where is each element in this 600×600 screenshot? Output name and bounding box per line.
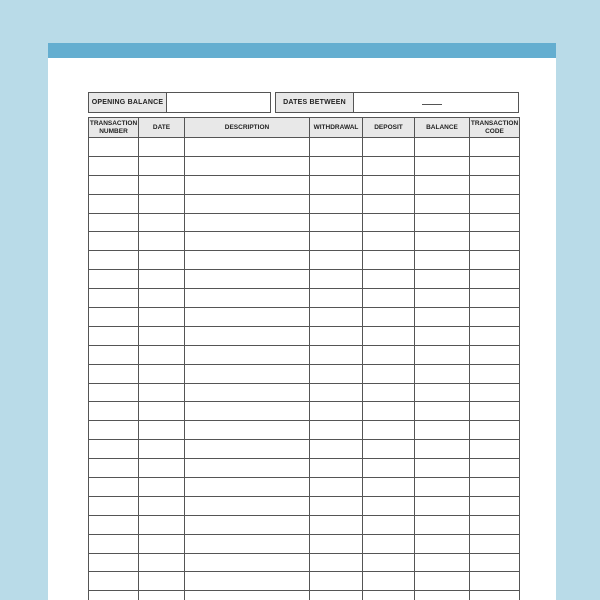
table-row: [89, 591, 520, 600]
table-cell[interactable]: [185, 402, 310, 421]
table-cell[interactable]: [363, 402, 415, 421]
table-cell[interactable]: [310, 345, 363, 364]
dates-between-field[interactable]: [354, 93, 518, 112]
table-cell[interactable]: [185, 138, 310, 157]
table-cell[interactable]: [185, 156, 310, 175]
table-cell[interactable]: [363, 440, 415, 459]
table-cell[interactable]: [310, 534, 363, 553]
table-cell[interactable]: [310, 308, 363, 327]
table-cell[interactable]: [139, 345, 185, 364]
table-cell[interactable]: [139, 270, 185, 289]
table-cell[interactable]: [185, 364, 310, 383]
table-cell[interactable]: [139, 289, 185, 308]
table-row: [89, 440, 520, 459]
table-cell[interactable]: [470, 421, 520, 440]
table-cell[interactable]: [470, 289, 520, 308]
table-cell[interactable]: [470, 402, 520, 421]
table-cell[interactable]: [310, 459, 363, 478]
column-header-transaction-code: TRANSACTION CODE: [470, 118, 520, 138]
table-cell[interactable]: [415, 194, 470, 213]
column-header-date: DATE: [139, 118, 185, 138]
table-cell[interactable]: [310, 175, 363, 194]
table-cell[interactable]: [185, 478, 310, 497]
table-cell[interactable]: [415, 175, 470, 194]
table-row: [89, 364, 520, 383]
table-cell[interactable]: [363, 553, 415, 572]
table-cell[interactable]: [470, 515, 520, 534]
table-cell[interactable]: [363, 534, 415, 553]
table-cell[interactable]: [470, 138, 520, 157]
table-cell[interactable]: [139, 496, 185, 515]
table-cell[interactable]: [185, 345, 310, 364]
opening-balance-field[interactable]: [167, 93, 270, 112]
table-cell[interactable]: [139, 440, 185, 459]
table-cell[interactable]: [139, 572, 185, 591]
table-cell[interactable]: [139, 308, 185, 327]
table-cell[interactable]: [185, 270, 310, 289]
table-cell[interactable]: [139, 326, 185, 345]
table-cell[interactable]: [139, 459, 185, 478]
table-cell[interactable]: [310, 440, 363, 459]
table-cell[interactable]: [89, 138, 139, 157]
table-cell[interactable]: [470, 591, 520, 600]
table-cell[interactable]: [470, 572, 520, 591]
table-cell[interactable]: [185, 383, 310, 402]
table-cell[interactable]: [310, 270, 363, 289]
table-row: [89, 402, 520, 421]
table-cell[interactable]: [139, 251, 185, 270]
table-cell[interactable]: [470, 459, 520, 478]
page-accent-bar: [48, 43, 556, 58]
table-row: [89, 289, 520, 308]
table-cell[interactable]: [470, 156, 520, 175]
table-row: [89, 326, 520, 345]
table-cell[interactable]: [415, 289, 470, 308]
table-cell[interactable]: [89, 270, 139, 289]
column-header-withdrawal: WITHDRAWAL: [310, 118, 363, 138]
table-cell[interactable]: [89, 440, 139, 459]
table-cell[interactable]: [185, 459, 310, 478]
register-page: [48, 43, 556, 600]
table-cell[interactable]: [415, 251, 470, 270]
table-cell[interactable]: [89, 496, 139, 515]
table-cell[interactable]: [470, 496, 520, 515]
table-cell[interactable]: [139, 553, 185, 572]
table-cell[interactable]: [415, 534, 470, 553]
table-cell[interactable]: [415, 515, 470, 534]
table-cell[interactable]: [185, 175, 310, 194]
table-cell[interactable]: [363, 364, 415, 383]
table-cell[interactable]: [310, 572, 363, 591]
table-cell[interactable]: [310, 213, 363, 232]
table-cell[interactable]: [139, 194, 185, 213]
table-cell[interactable]: [415, 156, 470, 175]
table-cell[interactable]: [415, 496, 470, 515]
table-cell[interactable]: [415, 440, 470, 459]
table-cell[interactable]: [363, 138, 415, 157]
table-row: [89, 496, 520, 515]
table-cell[interactable]: [139, 534, 185, 553]
table-header-row: [89, 118, 520, 138]
table-cell[interactable]: [415, 572, 470, 591]
table-cell[interactable]: [363, 213, 415, 232]
table-cell[interactable]: [139, 232, 185, 251]
table-cell[interactable]: [310, 156, 363, 175]
table-cell[interactable]: [363, 459, 415, 478]
table-row: [89, 572, 520, 591]
table-cell[interactable]: [363, 156, 415, 175]
table-cell[interactable]: [415, 345, 470, 364]
table-cell[interactable]: [470, 270, 520, 289]
table-cell[interactable]: [310, 421, 363, 440]
column-header-transaction-number: TRANSACTION NUMBER: [89, 118, 139, 138]
table-cell[interactable]: [470, 383, 520, 402]
table-cell[interactable]: [89, 156, 139, 175]
table-cell[interactable]: [89, 232, 139, 251]
table-row: [89, 421, 520, 440]
table-cell[interactable]: [415, 270, 470, 289]
table-cell[interactable]: [89, 591, 139, 600]
table-cell[interactable]: [89, 402, 139, 421]
opening-balance-label: OPENING BALANCE: [89, 93, 167, 112]
table-cell[interactable]: [363, 421, 415, 440]
table-cell[interactable]: [310, 364, 363, 383]
table-cell[interactable]: [470, 534, 520, 553]
dates-between-box: [275, 92, 519, 113]
table-cell[interactable]: [139, 402, 185, 421]
table-cell[interactable]: [363, 194, 415, 213]
table-cell[interactable]: [470, 213, 520, 232]
table-cell[interactable]: [139, 213, 185, 232]
table-cell[interactable]: [185, 515, 310, 534]
table-cell[interactable]: [363, 591, 415, 600]
table-cell[interactable]: [310, 553, 363, 572]
table-row: [89, 232, 520, 251]
table-cell[interactable]: [89, 175, 139, 194]
table-cell[interactable]: [310, 515, 363, 534]
table-cell[interactable]: [470, 308, 520, 327]
table-cell[interactable]: [415, 232, 470, 251]
table-cell[interactable]: [415, 138, 470, 157]
table-cell[interactable]: [310, 383, 363, 402]
table-cell[interactable]: [363, 175, 415, 194]
table-cell[interactable]: [310, 251, 363, 270]
table-cell[interactable]: [185, 289, 310, 308]
table-cell[interactable]: [89, 194, 139, 213]
table-row: [89, 553, 520, 572]
table-row: [89, 175, 520, 194]
table-cell[interactable]: [415, 383, 470, 402]
table-cell[interactable]: [363, 326, 415, 345]
table-cell[interactable]: [470, 553, 520, 572]
table-cell[interactable]: [185, 572, 310, 591]
table-cell[interactable]: [139, 156, 185, 175]
table-cell[interactable]: [139, 515, 185, 534]
table-cell[interactable]: [470, 326, 520, 345]
table-cell[interactable]: [415, 553, 470, 572]
table-cell[interactable]: [139, 591, 185, 600]
table-cell[interactable]: [310, 232, 363, 251]
table-row: [89, 478, 520, 497]
opening-balance-box: [88, 92, 271, 113]
table-cell[interactable]: [415, 213, 470, 232]
table-cell[interactable]: [89, 308, 139, 327]
table-cell[interactable]: [185, 308, 310, 327]
table-cell[interactable]: [185, 213, 310, 232]
table-cell[interactable]: [185, 534, 310, 553]
table-cell[interactable]: [89, 572, 139, 591]
table-cell[interactable]: [363, 289, 415, 308]
table-row: [89, 459, 520, 478]
dates-between-label: DATES BETWEEN: [276, 93, 354, 112]
table-cell[interactable]: [89, 289, 139, 308]
table-cell[interactable]: [89, 459, 139, 478]
table-cell[interactable]: [89, 213, 139, 232]
table-cell[interactable]: [415, 364, 470, 383]
column-header-balance: BALANCE: [415, 118, 470, 138]
table-row: [89, 138, 520, 157]
table-cell[interactable]: [139, 175, 185, 194]
table-cell[interactable]: [415, 326, 470, 345]
table-cell[interactable]: [310, 591, 363, 600]
column-header-description: DESCRIPTION: [185, 118, 310, 138]
table-cell[interactable]: [363, 270, 415, 289]
table-cell[interactable]: [89, 345, 139, 364]
table-row: [89, 270, 520, 289]
table-row: [89, 213, 520, 232]
table-cell[interactable]: [185, 251, 310, 270]
table-cell[interactable]: [139, 421, 185, 440]
table-cell[interactable]: [470, 251, 520, 270]
table-cell[interactable]: [139, 138, 185, 157]
table-cell[interactable]: [89, 383, 139, 402]
table-cell[interactable]: [470, 345, 520, 364]
table-cell[interactable]: [363, 478, 415, 497]
table-cell[interactable]: [470, 478, 520, 497]
table-cell[interactable]: [185, 553, 310, 572]
table-cell[interactable]: [470, 175, 520, 194]
column-header-deposit: DEPOSIT: [363, 118, 415, 138]
table-cell[interactable]: [310, 326, 363, 345]
table-cell[interactable]: [89, 553, 139, 572]
table-cell[interactable]: [310, 496, 363, 515]
table-row: [89, 345, 520, 364]
table-cell[interactable]: [363, 232, 415, 251]
table-row: [89, 515, 520, 534]
table-cell[interactable]: [310, 289, 363, 308]
table-cell[interactable]: [363, 515, 415, 534]
table-cell[interactable]: [415, 478, 470, 497]
table-row: [89, 383, 520, 402]
table-row: [89, 308, 520, 327]
table-cell[interactable]: [185, 591, 310, 600]
table-row: [89, 194, 520, 213]
transaction-table: [88, 117, 520, 600]
table-cell[interactable]: [89, 421, 139, 440]
table-cell[interactable]: [415, 459, 470, 478]
table-cell[interactable]: [363, 345, 415, 364]
table-cell[interactable]: [415, 591, 470, 600]
table-cell[interactable]: [89, 326, 139, 345]
table-cell[interactable]: [415, 421, 470, 440]
table-cell[interactable]: [139, 364, 185, 383]
table-body: [89, 138, 520, 600]
table-cell[interactable]: [310, 478, 363, 497]
table-cell[interactable]: [185, 421, 310, 440]
table-row: [89, 534, 520, 553]
table-cell[interactable]: [185, 194, 310, 213]
table-cell[interactable]: [470, 194, 520, 213]
table-row: [89, 251, 520, 270]
table-cell[interactable]: [89, 534, 139, 553]
table-cell[interactable]: [89, 515, 139, 534]
table-cell[interactable]: [89, 251, 139, 270]
table-cell[interactable]: [470, 232, 520, 251]
table-cell[interactable]: [185, 326, 310, 345]
table-cell[interactable]: [89, 478, 139, 497]
table-cell[interactable]: [415, 308, 470, 327]
table-cell[interactable]: [310, 138, 363, 157]
table-cell[interactable]: [139, 383, 185, 402]
table-cell[interactable]: [185, 496, 310, 515]
table-cell[interactable]: [470, 364, 520, 383]
table-cell[interactable]: [310, 402, 363, 421]
table-cell[interactable]: [363, 572, 415, 591]
date-separator-line: [422, 104, 442, 105]
table-cell[interactable]: [363, 251, 415, 270]
table-cell[interactable]: [363, 383, 415, 402]
table-cell[interactable]: [310, 194, 363, 213]
table-cell[interactable]: [415, 402, 470, 421]
table-cell[interactable]: [139, 478, 185, 497]
table-cell[interactable]: [89, 364, 139, 383]
table-cell[interactable]: [470, 440, 520, 459]
table-cell[interactable]: [185, 232, 310, 251]
table-cell[interactable]: [363, 308, 415, 327]
table-cell[interactable]: [363, 496, 415, 515]
table-row: [89, 156, 520, 175]
table-cell[interactable]: [185, 440, 310, 459]
